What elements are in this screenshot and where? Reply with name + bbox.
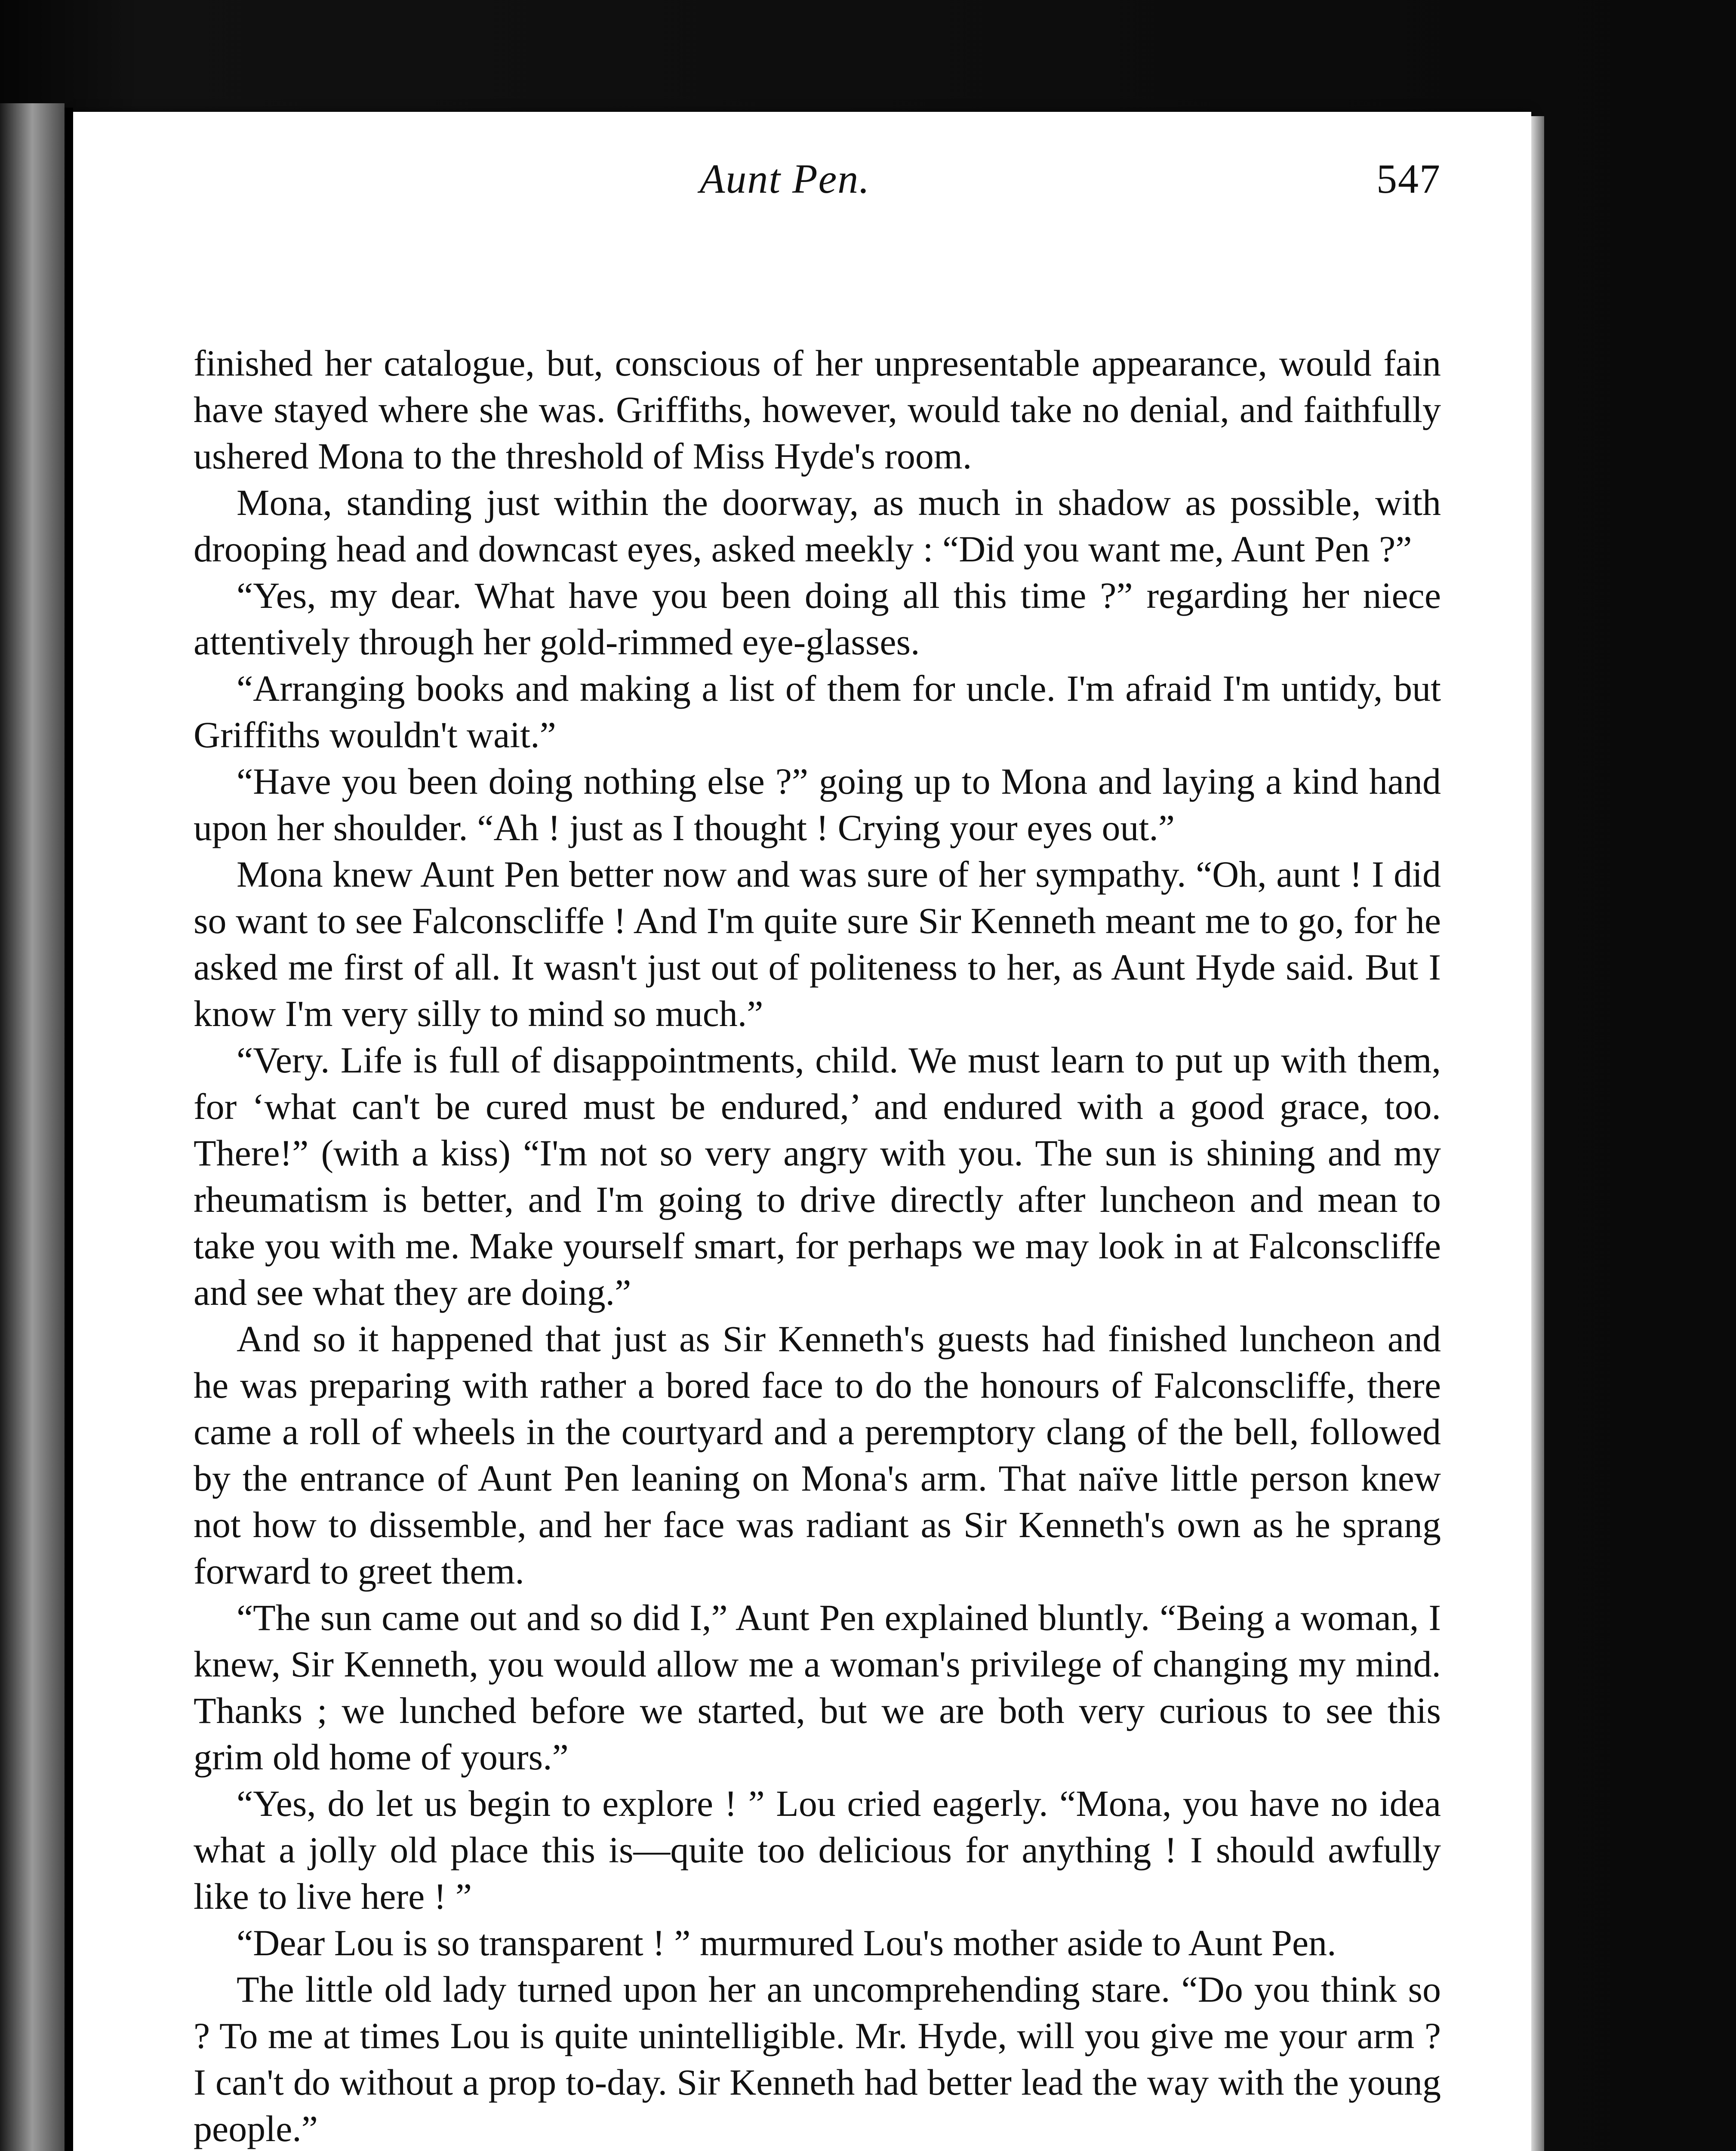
paragraph: “Have you been doing nothing else ?” going up to Mona and laying a kind hand upon her shoulder. “Ah ! just as I thought ! Crying your eyes out.” [194,761,1441,848]
paragraph: Mona, standing just within the doorway, as much in shadow as possible, with drooping head and downcast eyes, asked meekly : “Did you want me, Aunt Pen ?” [194,482,1441,570]
paragraph: “Very. Life is full of disappointments, child. We must learn to put up with them, for ‘what can't be cured must be endured,’ and endured with a good grace, too. There!” (with a kiss) “I'm not so very angry with you. The sun is shining and my rheumatism is better, and I'm going to drive directly after luncheon and mean to take you with me. Make yourself smart, for perhaps we may look in at Falconscliffe and see what they are doing.” [194,1039,1441,1313]
paragraph: “The sun came out and so did I,” Aunt Pen explained bluntly. “Being a woman, I knew, Sir Kenneth, you would allow me a woman's privilege of changing my mind. Thanks ; we lunched before we started, but we are both very curious to see this grim old home of yours.” [194,1597,1441,1778]
body-text [194,340,1441,2151]
left-page-edge [0,103,65,2151]
running-head [129,138,1441,215]
page-edge-shadow [1531,116,1544,2151]
paragraph: “Yes, my dear. What have you been doing all this time ?” regarding her niece attentively through her gold-rimmed eye-glasses. [194,575,1441,663]
running-title: Aunt Pen. [699,156,871,202]
paragraph: Mona knew Aunt Pen better now and was sure of her sympathy. “Oh, aunt ! I did so want to see Falconscliffe ! And I'm quite sure Sir Kenneth meant me to go, for he asked me first of all. It wasn't just out of politeness to her, as Aunt Hyde said. But I know I'm very silly to mind so much.” [194,854,1441,1034]
page-number: 547 [1376,156,1441,202]
paragraph: finished her catalogue, but, conscious of her unpresentable appearance, would fain have stayed where she was. Griffiths, however, would take no denial, and faithfully ushered Mona to the threshold of Miss Hyde's room. [194,342,1441,477]
paragraph: “Yes, do let us begin to explore ! ” Lou cried eagerly. “Mona, you have no idea what a jolly old place this is—quite too delicious for anything ! I should awfully like to live here ! ” [194,1783,1441,1917]
paragraph: And so it happened that just as Sir Kenneth's guests had finished luncheon and he was preparing with rather a bored face to do the honours of Falconscliffe, there came a roll of wheels in the courtyard and a peremptory clang of the bell, followed by the entrance of Aunt Pen leaning on Mona's arm. That naïve little person knew not how to dissemble, and her face was radiant as Sir Kenneth's own as he sprang forward to greet them. [194,1318,1441,1592]
book-gutter [65,108,73,2151]
paragraph: The little old lady turned upon her an uncomprehending stare. “Do you think so ? To me at times Lou is quite unintelligible. Mr. Hyde, will you give me your arm ? I can't do without a prop to-day. Sir Kenneth had better lead the way with the young people.” [194,1969,1441,2149]
paragraph: “Arranging books and making a list of them for uncle. I'm afraid I'm untidy, but Griffiths wouldn't wait.” [194,668,1441,755]
paragraph: “Dear Lou is so transparent ! ” murmured Lou's mother aside to Aunt Pen. [237,1922,1336,1963]
